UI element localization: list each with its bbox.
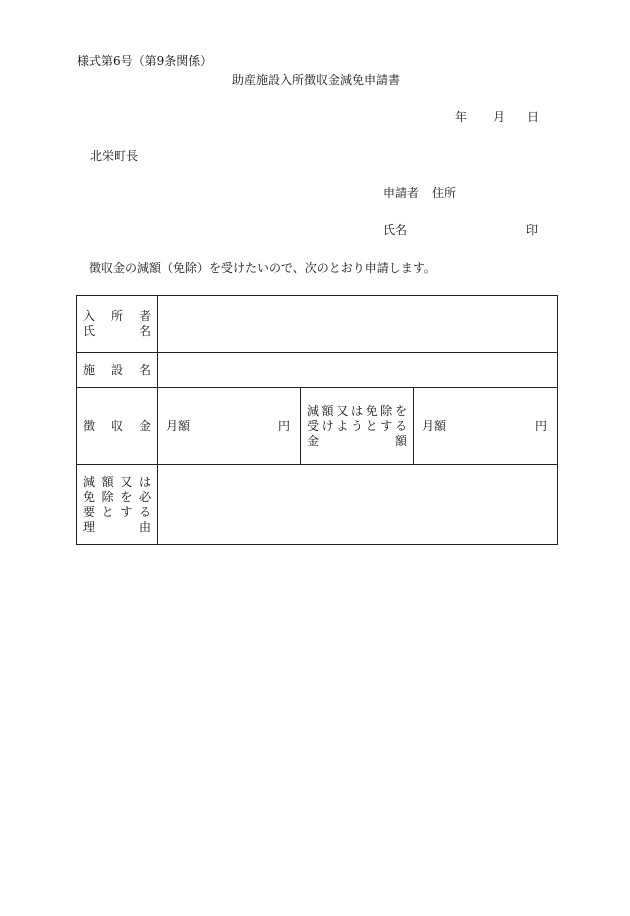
reason-label-line1 [77, 475, 157, 490]
reason-label-line4 [77, 520, 157, 535]
entrant-name-label-line2 [77, 324, 157, 339]
label-char: と [101, 504, 114, 519]
fee-label [77, 419, 157, 434]
label-char: 収 [110, 418, 123, 433]
reason-label-line3 [77, 505, 157, 520]
label-char: を [120, 489, 133, 504]
yen-label: 円 [277, 419, 290, 433]
label-char: す [120, 504, 133, 519]
label-char: る [138, 504, 151, 519]
label-char: を [394, 403, 407, 418]
label-char: 額 [394, 433, 407, 448]
date-year-label: 年 [455, 110, 468, 124]
label-char: 名 [138, 324, 151, 338]
facility-name-field[interactable] [158, 353, 558, 388]
facility-name-label-cell [77, 353, 158, 388]
addressee: 北栄町長 [90, 149, 139, 163]
entrant-name-field[interactable] [158, 296, 558, 353]
applicant-label: 申請者 [383, 186, 420, 200]
label-char: は [138, 474, 151, 489]
yen-label: 円 [535, 419, 548, 433]
label-char: 名 [138, 362, 151, 377]
monthly-amount-label: 月額 [422, 419, 447, 433]
address-label: 住所 [432, 186, 457, 200]
label-char: 免 [365, 403, 378, 418]
label-char: 施 [83, 362, 96, 377]
label-char: 金 [138, 418, 151, 433]
reduction-label-line1 [301, 404, 413, 419]
facility-name-label [77, 363, 157, 378]
label-char: 金 [307, 433, 320, 448]
reduction-monthly-labels [414, 420, 557, 432]
label-char: 減 [307, 403, 320, 418]
label-char: う [350, 418, 363, 433]
seal-label: 印 [526, 223, 539, 237]
table-row-reason [77, 465, 558, 545]
entrant-name-label-cell [77, 296, 158, 353]
name-label: 氏名 [383, 223, 408, 237]
form-number: 様式第6号（第9条関係） [77, 54, 213, 68]
application-table [76, 295, 558, 545]
label-char: と [365, 418, 378, 433]
monthly-amount-label: 月額 [166, 419, 191, 433]
label-char: 額 [101, 474, 114, 489]
fee-label-cell [77, 388, 158, 465]
document-title: 助産施設入所徴収金減免申請書 [232, 73, 401, 87]
label-char: け [321, 418, 334, 433]
label-char: る [394, 418, 407, 433]
label-char: 理 [83, 519, 96, 534]
label-char: 免 [83, 489, 96, 504]
label-char: 氏 [83, 324, 96, 338]
label-char: 受 [307, 418, 320, 433]
date-day-label: 日 [527, 110, 540, 124]
monthly-fee-labels [158, 420, 300, 432]
reason-label-line2 [77, 490, 157, 505]
monthly-fee-field[interactable] [158, 388, 301, 465]
label-char: 徴 [83, 418, 96, 433]
label-char: 設 [110, 362, 123, 377]
label-char: 入 [83, 309, 96, 323]
reason-field[interactable] [158, 465, 558, 545]
label-char: 要 [83, 504, 96, 519]
label-char: 額 [321, 403, 334, 418]
table-row-applicant-name [77, 296, 558, 353]
entrant-name-label-line1 [77, 309, 157, 324]
label-char: 又 [120, 474, 133, 489]
reduction-monthly-field[interactable] [414, 388, 558, 465]
label-char: 所 [110, 309, 123, 323]
reduction-amount-label-cell [301, 388, 414, 465]
table-row-fee [77, 388, 558, 465]
request-statement: 徴収金の減額（免除）を受けたいので、次のとおり申請します。 [89, 261, 436, 275]
label-char: 又 [336, 403, 349, 418]
date-month-label: 月 [493, 110, 506, 124]
label-char: 必 [138, 489, 151, 504]
label-char: よ [336, 418, 349, 433]
label-char: 減 [83, 474, 96, 489]
reduction-label-line2 [301, 419, 413, 434]
label-char: 除 [101, 489, 114, 504]
label-char: は [350, 403, 363, 418]
label-char: す [380, 418, 393, 433]
label-char: 由 [138, 519, 151, 534]
label-char: 除 [380, 403, 393, 418]
reduction-label-line3 [301, 434, 413, 449]
table-row-facility-name [77, 353, 558, 388]
reason-label-cell [77, 465, 158, 545]
label-char: 者 [138, 309, 151, 323]
